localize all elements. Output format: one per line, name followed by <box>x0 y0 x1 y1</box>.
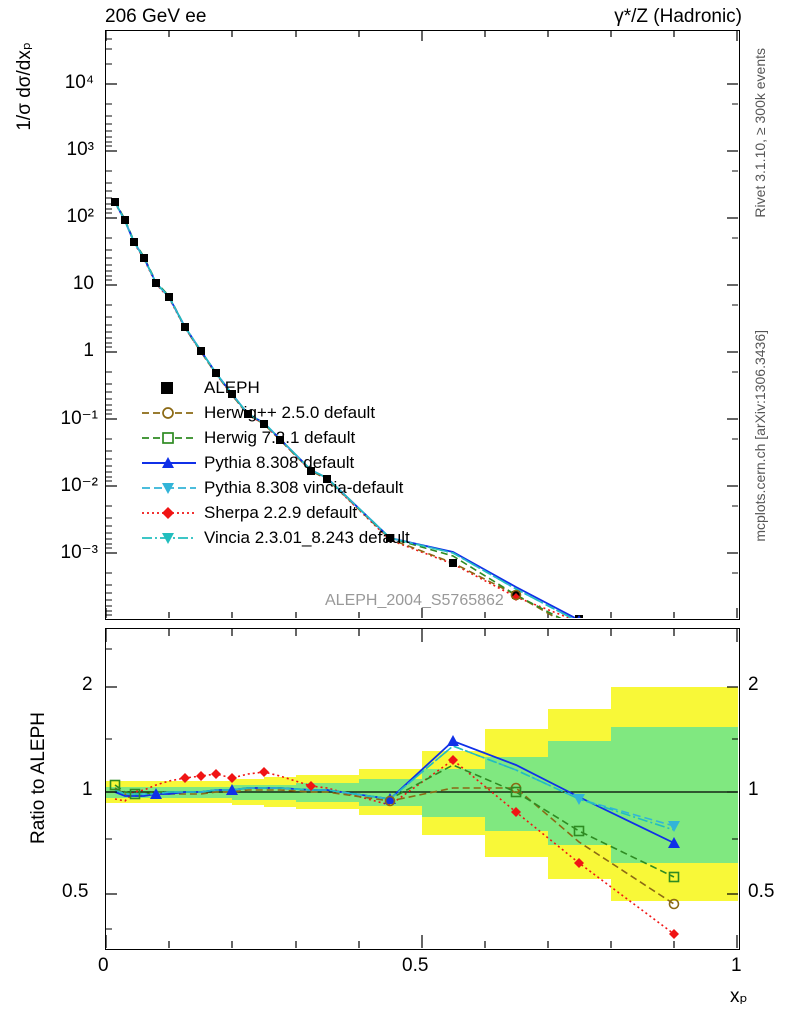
ratio-plot-panel <box>105 628 740 950</box>
mcplots-reference-label: mcplots.cern.ch [arXiv:1306.3436] <box>752 330 768 542</box>
legend-row-sherpa <box>140 500 410 525</box>
xtick-05: 0.5 <box>402 955 429 976</box>
legend-row-aleph <box>140 375 410 400</box>
legend-row-herwig7 <box>140 425 410 450</box>
herwigpp-marker-icon <box>140 403 198 423</box>
legend-label-herwig7: Herwig 7.2.1 default <box>204 427 356 447</box>
main-ytick-10: 10 <box>72 273 94 294</box>
main-ytick-1e4: 10⁴ <box>64 72 94 93</box>
legend-label-sherpa: Sherpa 2.2.9 default <box>204 502 358 522</box>
ratio-ytick-05-left: 0.5 <box>62 881 89 902</box>
aleph-marker-icon <box>140 378 198 398</box>
x-axis-title: xₚ <box>730 986 748 1007</box>
main-y-axis-title: 1/σ dσ/dxₚ <box>14 42 35 131</box>
legend-row-herwigpp <box>140 400 410 425</box>
main-ytick-1e2: 10² <box>66 206 94 227</box>
legend-row-pythia-vincia <box>140 475 410 500</box>
legend <box>140 375 410 550</box>
legend-label-aleph: ALEPH <box>204 377 260 397</box>
main-ytick-1e3: 10³ <box>66 139 94 160</box>
xtick-1: 1 <box>731 955 742 976</box>
vincia-marker-icon <box>140 528 198 548</box>
ratio-ytick-1-left: 1 <box>82 779 93 800</box>
pythia-marker-icon <box>140 453 198 473</box>
legend-label-vincia: Vincia 2.3.01_8.243 default <box>204 527 410 547</box>
legend-row-pythia <box>140 450 410 475</box>
pythia-vincia-marker-icon <box>140 478 198 498</box>
sherpa-marker-icon <box>140 503 198 523</box>
main-ytick-1em2: 10⁻² <box>60 475 98 496</box>
ratio-ytick-2-left: 2 <box>82 674 93 695</box>
ratio-ytick-2-right: 2 <box>748 674 759 695</box>
rivet-version-label: Rivet 3.1.10, ≥ 300k events <box>752 48 768 218</box>
herwig7-marker-icon <box>140 428 198 448</box>
main-ytick-1em1: 10⁻¹ <box>60 408 98 429</box>
legend-label-pythia-vincia: Pythia 8.308 vincia-default <box>204 477 404 497</box>
ratio-y-axis-title: Ratio to ALEPH <box>28 712 49 845</box>
plot-title-right: γ*/Z (Hadronic) <box>614 6 742 27</box>
series-markers-overlay <box>512 591 680 619</box>
analysis-name-watermark: ALEPH_2004_S5765862 <box>325 592 504 609</box>
main-ytick-1em3: 10⁻³ <box>60 542 98 563</box>
legend-label-herwigpp: Herwig++ 2.5.0 default <box>204 402 376 422</box>
ratio-ytick-05-right: 0.5 <box>748 881 775 902</box>
legend-label-pythia: Pythia 8.308 default <box>204 452 355 472</box>
legend-row-vincia <box>140 525 410 550</box>
xtick-0: 0 <box>98 955 109 976</box>
ratio-ytick-1-right: 1 <box>748 779 759 800</box>
main-ytick-1: 1 <box>83 340 94 361</box>
plot-title-left: 206 GeV ee <box>105 6 207 27</box>
ratio-plot-canvas <box>106 629 738 948</box>
